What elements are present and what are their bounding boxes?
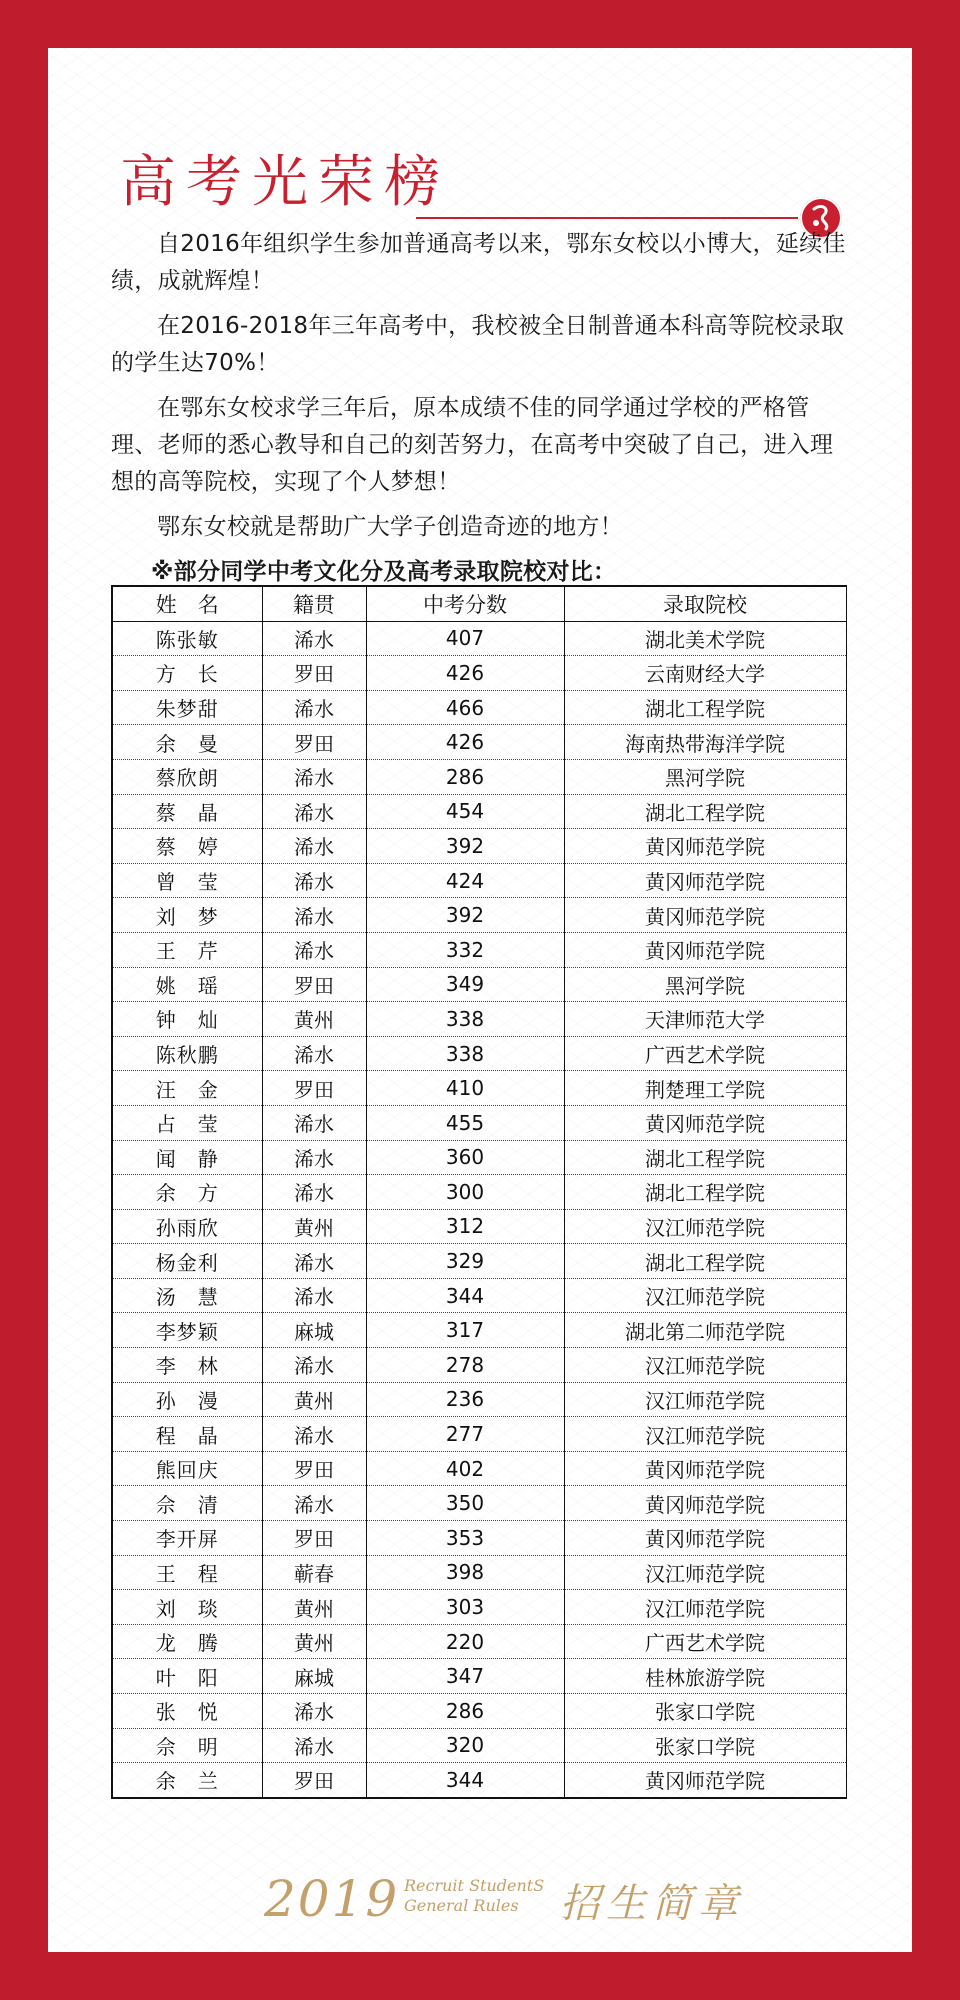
cell-college: 汉江师范学院	[564, 1348, 846, 1383]
table-row	[112, 794, 846, 829]
title-row	[120, 144, 850, 224]
cell-score: 454	[366, 794, 564, 829]
cell-name: 龙 腾	[112, 1624, 262, 1659]
admission-table	[111, 585, 847, 1799]
cell-score: 402	[366, 1451, 564, 1486]
footer-logo	[264, 1864, 764, 1934]
table-row	[112, 1278, 846, 1313]
cell-score: 286	[366, 759, 564, 794]
cell-score: 350	[366, 1486, 564, 1521]
cell-hometown: 浠水	[262, 1244, 366, 1279]
cell-score: 424	[366, 863, 564, 898]
cell-score: 353	[366, 1521, 564, 1556]
cell-score: 332	[366, 932, 564, 967]
cell-score: 455	[366, 1105, 564, 1140]
cell-name: 孙雨欣	[112, 1209, 262, 1244]
table-row	[112, 1555, 846, 1590]
table-row	[112, 1382, 846, 1417]
cell-college: 张家口学院	[564, 1694, 846, 1729]
cell-college: 桂林旅游学院	[564, 1659, 846, 1694]
intro-paragraph: 在2016-2018年三年高考中，我校被全日制普通本科高等院校录取的学生达70%！	[111, 313, 845, 376]
cell-name: 蔡 晶	[112, 794, 262, 829]
cell-name: 佘 明	[112, 1728, 262, 1763]
cell-hometown: 罗田	[262, 1521, 366, 1556]
intro-paragraph: 自2016年组织学生参加普通高考以来，鄂东女校以小博大，延续佳绩，成就辉煌！	[111, 231, 846, 294]
cell-score: 349	[366, 967, 564, 1002]
table-row	[112, 1244, 846, 1279]
cell-hometown: 罗田	[262, 656, 366, 691]
cell-score: 398	[366, 1555, 564, 1590]
title-divider	[416, 217, 798, 219]
table-header-row	[112, 586, 846, 621]
cell-name: 刘 琰	[112, 1590, 262, 1625]
cell-name: 方 长	[112, 656, 262, 691]
intro-paragraph: 鄂东女校就是帮助广大学子创造奇迹的地方！	[157, 514, 623, 540]
cell-hometown: 浠水	[262, 1728, 366, 1763]
cell-score: 220	[366, 1624, 564, 1659]
cell-college: 张家口学院	[564, 1728, 846, 1763]
cell-score: 392	[366, 829, 564, 864]
cell-name: 余 曼	[112, 725, 262, 760]
table-row	[112, 1348, 846, 1383]
cell-name: 李梦颖	[112, 1313, 262, 1348]
cell-hometown: 黄州	[262, 1382, 366, 1417]
cell-college: 湖北工程学院	[564, 794, 846, 829]
table-row	[112, 863, 846, 898]
cell-college: 黑河学院	[564, 759, 846, 794]
cell-score: 426	[366, 656, 564, 691]
footer-recruit-text	[404, 1876, 544, 1916]
cell-name: 佘 清	[112, 1486, 262, 1521]
cell-college: 黄冈师范学院	[564, 932, 846, 967]
cell-name: 孙 漫	[112, 1382, 262, 1417]
cell-score: 466	[366, 690, 564, 725]
cell-score: 392	[366, 898, 564, 933]
cell-score: 410	[366, 1071, 564, 1106]
table-row	[112, 1763, 846, 1798]
cell-name: 姚 瑶	[112, 967, 262, 1002]
table-row	[112, 932, 846, 967]
table-row	[112, 1313, 846, 1348]
cell-score: 236	[366, 1382, 564, 1417]
table-row	[112, 1451, 846, 1486]
cell-college: 汉江师范学院	[564, 1382, 846, 1417]
table-row	[112, 1417, 846, 1452]
cell-hometown: 浠水	[262, 1486, 366, 1521]
cell-hometown: 浠水	[262, 1140, 366, 1175]
table-row	[112, 759, 846, 794]
cell-score: 347	[366, 1659, 564, 1694]
cell-score: 320	[366, 1728, 564, 1763]
cell-hometown: 浠水	[262, 794, 366, 829]
cell-hometown: 浠水	[262, 621, 366, 656]
intro-paragraph: 在鄂东女校求学三年后，原本成绩不佳的同学通过学校的严格管理、老师的悉心教导和自己的刻苦努力，在高考中突破了自己，进入理想的高等院校，实现了个人梦想！	[111, 395, 834, 495]
cell-hometown: 浠水	[262, 1348, 366, 1383]
footer-title-cn: 招生简章	[560, 1881, 744, 1927]
cell-score: 338	[366, 1036, 564, 1071]
table-row	[112, 1002, 846, 1037]
header-score: 中考分数	[366, 586, 564, 621]
table-row	[112, 690, 846, 725]
cell-score: 344	[366, 1278, 564, 1313]
cell-hometown: 罗田	[262, 967, 366, 1002]
table-row	[112, 1624, 846, 1659]
table-row	[112, 1175, 846, 1210]
cell-score: 303	[366, 1590, 564, 1625]
header-name: 姓 名	[112, 586, 262, 621]
cell-score: 312	[366, 1209, 564, 1244]
table-row	[112, 621, 846, 656]
cell-score: 278	[366, 1348, 564, 1383]
cell-hometown: 浠水	[262, 898, 366, 933]
cell-hometown: 黄州	[262, 1002, 366, 1037]
table-row	[112, 1209, 846, 1244]
cell-college: 黄冈师范学院	[564, 1486, 846, 1521]
intro-text	[111, 226, 847, 599]
cell-hometown: 浠水	[262, 1278, 366, 1313]
table-row	[112, 1694, 846, 1729]
cell-college: 黄冈师范学院	[564, 863, 846, 898]
cell-college: 汉江师范学院	[564, 1209, 846, 1244]
cell-college: 湖北美术学院	[564, 621, 846, 656]
cell-hometown: 浠水	[262, 863, 366, 898]
cell-hometown: 浠水	[262, 932, 366, 967]
cell-college: 黄冈师范学院	[564, 1105, 846, 1140]
cell-college: 黄冈师范学院	[564, 1521, 846, 1556]
cell-hometown: 黄州	[262, 1624, 366, 1659]
cell-name: 李 林	[112, 1348, 262, 1383]
cell-name: 朱梦甜	[112, 690, 262, 725]
cell-college: 海南热带海洋学院	[564, 725, 846, 760]
table-row	[112, 656, 846, 691]
cell-college: 广西艺术学院	[564, 1036, 846, 1071]
cell-name: 程 晶	[112, 1417, 262, 1452]
table-row	[112, 725, 846, 760]
cell-name: 张 悦	[112, 1694, 262, 1729]
cell-hometown: 浠水	[262, 1175, 366, 1210]
cell-score: 317	[366, 1313, 564, 1348]
cell-college: 黄冈师范学院	[564, 829, 846, 864]
table-row	[112, 1071, 846, 1106]
cell-name: 余 兰	[112, 1763, 262, 1798]
cell-college: 汉江师范学院	[564, 1278, 846, 1313]
table-row	[112, 1728, 846, 1763]
cell-score: 360	[366, 1140, 564, 1175]
cell-name: 王 芹	[112, 932, 262, 967]
footer-recruit-line2: General Rules	[404, 1896, 519, 1915]
cell-hometown: 浠水	[262, 1694, 366, 1729]
cell-score: 300	[366, 1175, 564, 1210]
table-note: ※部分同学中考文化分及高考录取院校对比：	[151, 559, 617, 585]
cell-college: 荆楚理工学院	[564, 1071, 846, 1106]
footer-recruit-line1: Recruit StudentS	[404, 1876, 545, 1895]
cell-college: 湖北工程学院	[564, 1140, 846, 1175]
cell-college: 广西艺术学院	[564, 1624, 846, 1659]
cell-hometown: 浠水	[262, 759, 366, 794]
cell-name: 汪 金	[112, 1071, 262, 1106]
cell-name: 刘 梦	[112, 898, 262, 933]
cell-score: 277	[366, 1417, 564, 1452]
cell-name: 陈张敏	[112, 621, 262, 656]
cell-name: 杨金利	[112, 1244, 262, 1279]
cell-name: 占 莹	[112, 1105, 262, 1140]
cell-college: 汉江师范学院	[564, 1417, 846, 1452]
cell-hometown: 黄州	[262, 1209, 366, 1244]
cell-score: 407	[366, 621, 564, 656]
table-row	[112, 898, 846, 933]
table-row	[112, 1521, 846, 1556]
cell-name: 陈秋鹏	[112, 1036, 262, 1071]
cell-hometown: 浠水	[262, 829, 366, 864]
cell-name: 蔡 婷	[112, 829, 262, 864]
cell-hometown: 罗田	[262, 1071, 366, 1106]
cell-college: 湖北工程学院	[564, 1175, 846, 1210]
cell-college: 黑河学院	[564, 967, 846, 1002]
cell-name: 闻 静	[112, 1140, 262, 1175]
cell-score: 344	[366, 1763, 564, 1798]
cell-hometown: 蕲春	[262, 1555, 366, 1590]
cell-college: 湖北工程学院	[564, 690, 846, 725]
header-college: 录取院校	[564, 586, 846, 621]
cell-hometown: 浠水	[262, 690, 366, 725]
cell-score: 286	[366, 1694, 564, 1729]
cell-name: 叶 阳	[112, 1659, 262, 1694]
cell-score: 338	[366, 1002, 564, 1037]
cell-college: 云南财经大学	[564, 656, 846, 691]
footer-year: 2019	[264, 1870, 400, 1928]
table-row	[112, 1105, 846, 1140]
table-row	[112, 829, 846, 864]
cell-hometown: 麻城	[262, 1659, 366, 1694]
cell-college: 黄冈师范学院	[564, 1451, 846, 1486]
table-row	[112, 1486, 846, 1521]
cell-hometown: 浠水	[262, 1036, 366, 1071]
cell-hometown: 浠水	[262, 1417, 366, 1452]
cell-name: 钟 灿	[112, 1002, 262, 1037]
cell-hometown: 麻城	[262, 1313, 366, 1348]
cell-hometown: 罗田	[262, 725, 366, 760]
cell-hometown: 黄州	[262, 1590, 366, 1625]
cell-college: 天津师范大学	[564, 1002, 846, 1037]
cell-college: 湖北第二师范学院	[564, 1313, 846, 1348]
cell-name: 李开屏	[112, 1521, 262, 1556]
table-row	[112, 1659, 846, 1694]
page-title: 高考光荣榜	[120, 150, 450, 215]
table-row	[112, 1590, 846, 1625]
cell-college: 汉江师范学院	[564, 1555, 846, 1590]
cell-hometown: 罗田	[262, 1763, 366, 1798]
cell-name: 曾 莹	[112, 863, 262, 898]
cell-name: 余 方	[112, 1175, 262, 1210]
cell-name: 汤 慧	[112, 1278, 262, 1313]
cell-college: 湖北工程学院	[564, 1244, 846, 1279]
cell-college: 黄冈师范学院	[564, 898, 846, 933]
cell-score: 426	[366, 725, 564, 760]
cell-college: 黄冈师范学院	[564, 1763, 846, 1798]
cell-score: 329	[366, 1244, 564, 1279]
cell-name: 蔡欣朗	[112, 759, 262, 794]
table-row	[112, 967, 846, 1002]
cell-hometown: 浠水	[262, 1105, 366, 1140]
header-hometown: 籍贯	[262, 586, 366, 621]
cell-name: 王 程	[112, 1555, 262, 1590]
cell-college: 汉江师范学院	[564, 1590, 846, 1625]
table-row	[112, 1140, 846, 1175]
cell-name: 熊回庆	[112, 1451, 262, 1486]
table-row	[112, 1036, 846, 1071]
table-body	[112, 621, 846, 1798]
cell-hometown: 罗田	[262, 1451, 366, 1486]
